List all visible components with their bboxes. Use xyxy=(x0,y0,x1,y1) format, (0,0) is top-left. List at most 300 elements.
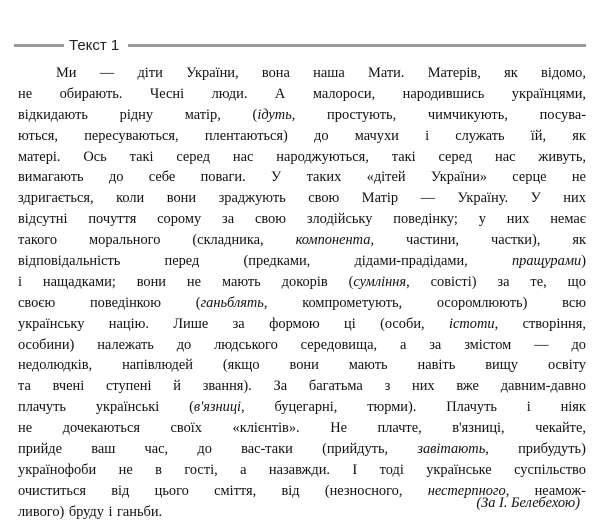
word-part: здригається, xyxy=(18,190,94,207)
word xyxy=(116,188,144,209)
word-part: як xyxy=(572,232,586,249)
word xyxy=(117,502,162,523)
word-part: нас xyxy=(495,148,516,165)
word xyxy=(185,105,221,126)
word xyxy=(18,397,66,418)
italic-term: ідуть xyxy=(257,106,292,123)
word xyxy=(243,251,310,272)
text-line xyxy=(18,460,586,481)
word xyxy=(458,188,509,209)
text-line xyxy=(18,293,586,314)
word-part: наша xyxy=(313,65,345,81)
word-part: створіння, xyxy=(522,315,586,332)
word xyxy=(89,230,160,251)
word-part: ) xyxy=(581,253,586,270)
word xyxy=(97,335,154,356)
word xyxy=(177,335,192,356)
word-part: що xyxy=(567,273,586,290)
word-part: особини) xyxy=(18,336,75,353)
word xyxy=(91,439,115,460)
word-part: ці xyxy=(344,315,356,332)
word-part: (незносного, xyxy=(324,482,403,499)
word xyxy=(88,209,136,230)
word xyxy=(108,502,112,523)
word-part: «дітей xyxy=(366,169,406,186)
word-part: поваги. xyxy=(200,169,246,186)
word-part: осоромлюють) xyxy=(436,294,528,311)
word-part: , xyxy=(241,399,245,416)
word-part: морального xyxy=(89,232,161,249)
word-part: такого xyxy=(18,232,58,249)
italic-term: в'язниці xyxy=(193,399,242,416)
word xyxy=(313,84,375,105)
word-part: народившись xyxy=(402,85,485,102)
word xyxy=(431,272,477,293)
word xyxy=(262,63,290,84)
word-part: ганьби. xyxy=(116,503,163,520)
italic-term: завітають xyxy=(417,441,486,458)
word-part: Чесні xyxy=(149,85,185,102)
text-line xyxy=(18,335,586,356)
word-part: українцями, xyxy=(511,85,586,102)
word xyxy=(392,147,416,168)
word-part: українську xyxy=(18,315,85,332)
word xyxy=(330,418,347,439)
word-part: компрометують, xyxy=(302,294,403,311)
word-part: вони xyxy=(289,357,319,374)
word xyxy=(527,397,531,418)
word xyxy=(349,272,410,293)
word-part: (прийдуть, xyxy=(322,441,389,458)
word-part: в xyxy=(155,461,162,478)
word-part: совісті) xyxy=(430,273,477,290)
word-part: — xyxy=(99,65,115,81)
word xyxy=(53,376,85,397)
word xyxy=(189,397,245,418)
word-part: чекайте, xyxy=(535,420,586,437)
word-part: звання). xyxy=(202,378,252,395)
word xyxy=(514,460,586,481)
word-part: дочекаються xyxy=(62,420,140,437)
word xyxy=(56,63,77,84)
word-part: діти xyxy=(137,65,163,81)
text-line xyxy=(18,188,586,209)
word xyxy=(100,63,114,84)
word-part: свою xyxy=(254,211,286,228)
word-part: мачухи xyxy=(354,127,399,144)
word xyxy=(412,376,435,397)
word xyxy=(535,418,586,439)
word xyxy=(540,105,586,126)
word-part: , xyxy=(505,482,510,499)
word xyxy=(269,314,320,335)
word-part: їй, xyxy=(530,127,547,144)
word-part: частки), xyxy=(491,232,541,249)
word xyxy=(241,439,293,460)
word-part: живуть, xyxy=(538,148,586,165)
word-part: неамож- xyxy=(534,482,586,499)
text-line xyxy=(18,272,586,293)
word-part: а xyxy=(240,461,247,478)
word xyxy=(307,167,342,188)
word xyxy=(222,209,234,230)
word-part: очиститься xyxy=(18,482,86,499)
word-part: як xyxy=(572,127,586,144)
word xyxy=(385,376,391,397)
word xyxy=(130,147,154,168)
word-part: тоді xyxy=(379,461,404,478)
word-part: бруду xyxy=(68,503,104,520)
word xyxy=(464,335,511,356)
word xyxy=(550,209,586,230)
word xyxy=(518,439,586,460)
word-part: всю xyxy=(562,294,586,311)
word xyxy=(393,209,458,230)
word xyxy=(572,230,586,251)
word xyxy=(18,84,32,105)
word xyxy=(512,84,586,105)
word-part: коли xyxy=(116,190,145,207)
text-line xyxy=(18,209,586,230)
word-part: зраджують xyxy=(218,190,286,207)
word-part: ступені xyxy=(105,378,152,395)
word-part: Лише xyxy=(173,315,209,332)
word-part: плачуть xyxy=(18,399,66,416)
word xyxy=(281,481,299,502)
word-part: Мати. xyxy=(368,65,405,81)
word-part: — xyxy=(420,190,435,207)
word xyxy=(18,314,84,335)
source-attribution: (За І. Белебехою) xyxy=(476,495,580,511)
word-part: серед xyxy=(438,148,473,165)
word-part: і xyxy=(425,127,430,144)
word-part: народжуються, xyxy=(276,148,369,165)
word-part: Матір xyxy=(361,190,399,207)
word-part: до xyxy=(108,169,124,186)
word-part: ються, xyxy=(18,127,59,144)
header-rule-right xyxy=(128,44,586,47)
word-part: (якщо xyxy=(222,357,260,374)
word xyxy=(425,126,429,147)
text-line xyxy=(18,397,586,418)
word xyxy=(530,272,546,293)
word xyxy=(18,355,92,376)
word-part: гості, xyxy=(184,461,218,478)
word-part: до xyxy=(176,336,192,353)
word xyxy=(275,84,285,105)
word-part: себе xyxy=(148,169,176,186)
word xyxy=(572,167,586,188)
word xyxy=(18,481,86,502)
word-part: відповідальність xyxy=(18,253,121,270)
word xyxy=(18,293,55,314)
word-part: почуття xyxy=(88,211,137,228)
word-part: назавжди. xyxy=(268,461,331,478)
word xyxy=(122,355,193,376)
word-part: не xyxy=(18,420,33,437)
word xyxy=(308,188,339,209)
word-part: плачте, xyxy=(377,420,422,437)
word xyxy=(18,209,68,230)
word-part: не xyxy=(571,169,586,186)
word xyxy=(223,355,260,376)
word xyxy=(322,439,388,460)
text-body xyxy=(18,63,586,523)
word xyxy=(18,126,58,147)
word-part: нащадками; xyxy=(42,273,116,290)
word xyxy=(240,460,246,481)
word-part: українське xyxy=(426,461,492,478)
word xyxy=(214,335,278,356)
word xyxy=(233,418,300,439)
word xyxy=(572,126,586,147)
word-part: прибудуть) xyxy=(518,441,586,458)
word xyxy=(301,335,377,356)
word xyxy=(155,460,162,481)
word-part: «клієнтів». xyxy=(232,420,300,437)
word xyxy=(327,105,396,126)
word-part: не xyxy=(118,461,133,478)
word-part: вас-таки xyxy=(241,441,293,458)
word xyxy=(43,272,116,293)
word xyxy=(69,502,104,523)
word xyxy=(18,147,61,168)
word xyxy=(18,251,120,272)
word xyxy=(302,293,402,314)
word-part: недолюдків, xyxy=(18,357,93,374)
word xyxy=(173,314,208,335)
word-part: напівлюдей xyxy=(122,357,193,374)
word-part: (складника, xyxy=(192,232,264,249)
word-part: Ми xyxy=(56,65,77,81)
italic-term: нестерпного xyxy=(427,482,506,499)
word-part: , xyxy=(494,315,499,332)
word-part: від xyxy=(111,482,130,499)
word xyxy=(495,147,515,168)
word xyxy=(18,105,88,126)
word-part: змістом xyxy=(464,336,512,353)
text-line xyxy=(18,167,586,188)
word xyxy=(167,188,196,209)
word-part: А xyxy=(274,85,286,102)
word-part: України, xyxy=(186,65,239,81)
text-line xyxy=(18,376,586,397)
word-part: Не xyxy=(330,420,347,437)
word xyxy=(428,105,508,126)
word xyxy=(429,335,441,356)
word-part: служать xyxy=(455,127,505,144)
word xyxy=(344,314,356,335)
section-header xyxy=(0,33,600,59)
word-part: Плачуть xyxy=(446,399,497,416)
word xyxy=(84,126,178,147)
word xyxy=(452,418,504,439)
word-part: ( xyxy=(348,273,354,290)
text-line xyxy=(18,105,586,126)
word xyxy=(426,460,491,481)
word xyxy=(119,460,133,481)
word xyxy=(431,167,487,188)
word-part: — xyxy=(534,336,549,353)
word-part: докорів xyxy=(281,273,328,290)
word xyxy=(290,355,319,376)
word xyxy=(90,293,161,314)
word-part: такі xyxy=(391,148,416,165)
word xyxy=(352,460,357,481)
word xyxy=(437,293,528,314)
word xyxy=(219,188,286,209)
word-part: своїх xyxy=(170,420,202,437)
word-part: таких xyxy=(306,169,342,186)
word xyxy=(149,167,175,188)
word-part: частини, xyxy=(406,232,460,249)
word-part: серед xyxy=(176,148,211,165)
text-line xyxy=(18,439,586,460)
word xyxy=(137,272,166,293)
word-part: навіть xyxy=(417,357,456,374)
word xyxy=(307,209,373,230)
word-part: У xyxy=(271,169,282,186)
word xyxy=(274,376,288,397)
word xyxy=(109,314,149,335)
word xyxy=(314,126,329,147)
word xyxy=(446,397,497,418)
word xyxy=(562,293,586,314)
text-line xyxy=(18,147,586,168)
word xyxy=(367,397,416,418)
word xyxy=(186,63,239,84)
word xyxy=(512,167,546,188)
word-part: час, xyxy=(144,441,169,458)
word xyxy=(456,376,479,397)
word xyxy=(406,230,459,251)
word xyxy=(349,355,388,376)
word-part: За xyxy=(273,378,288,395)
italic-term: пращурами xyxy=(511,253,582,270)
word xyxy=(173,376,181,397)
word-part: люди. xyxy=(211,85,248,102)
word-part: своєю xyxy=(18,294,56,311)
word xyxy=(455,126,504,147)
word xyxy=(233,314,245,335)
word xyxy=(276,147,369,168)
word-part: націю. xyxy=(108,315,149,332)
word-part: серце xyxy=(512,169,547,186)
word-part: до xyxy=(197,441,212,458)
word xyxy=(171,418,202,439)
word-part: за xyxy=(232,315,245,332)
word xyxy=(18,335,74,356)
word xyxy=(18,418,32,439)
word xyxy=(212,84,248,105)
word-part: них xyxy=(506,211,530,228)
word-part: Україну. xyxy=(457,190,509,207)
word-part: матір, xyxy=(184,106,221,123)
word xyxy=(531,188,541,209)
word-part: за xyxy=(429,336,442,353)
section-title: Текст 1 xyxy=(69,37,120,54)
word-part: сміття, xyxy=(214,482,257,499)
word xyxy=(18,460,96,481)
word xyxy=(421,188,435,209)
word xyxy=(563,188,586,209)
italic-term: істоти xyxy=(449,315,495,332)
word-part: відсутні xyxy=(18,211,68,228)
word xyxy=(534,335,548,356)
word-part: і xyxy=(108,503,113,520)
word xyxy=(150,84,184,105)
word-part: ливого) xyxy=(18,503,65,520)
word xyxy=(354,251,467,272)
text-line xyxy=(18,126,586,147)
word xyxy=(400,335,406,356)
word-part: і xyxy=(526,399,531,416)
word xyxy=(523,314,586,335)
word xyxy=(491,230,540,251)
word xyxy=(380,460,404,481)
word-part: вона xyxy=(261,65,290,81)
word-part: рідну xyxy=(119,106,154,123)
word xyxy=(538,147,586,168)
word-part: вищу xyxy=(485,357,518,374)
word-part: українофоби xyxy=(18,461,97,478)
word xyxy=(497,272,509,293)
word-part: свою xyxy=(308,190,340,207)
word-part: і xyxy=(18,273,22,290)
text-line xyxy=(18,251,586,272)
word xyxy=(83,147,106,168)
word xyxy=(378,418,422,439)
word-part: мають xyxy=(348,357,388,374)
word xyxy=(205,126,288,147)
word-part: ( xyxy=(195,294,201,311)
word-part: суспільство xyxy=(514,461,586,478)
word-part: , xyxy=(263,294,268,311)
word xyxy=(417,439,489,460)
word xyxy=(275,397,338,418)
word xyxy=(313,63,345,84)
word xyxy=(196,293,268,314)
word-part: багатьма xyxy=(308,378,363,395)
word xyxy=(203,376,252,397)
word-part: ( xyxy=(252,106,258,123)
word-part: належать xyxy=(97,336,154,353)
word xyxy=(157,209,201,230)
word xyxy=(501,376,586,397)
word-part: поведінку; xyxy=(393,211,458,228)
word xyxy=(296,230,374,251)
word xyxy=(512,251,586,272)
word-part: них xyxy=(563,190,586,207)
text-line xyxy=(18,314,586,335)
text-line xyxy=(18,418,586,439)
word xyxy=(479,209,486,230)
word xyxy=(155,481,189,502)
word-part: , xyxy=(485,441,489,458)
word-part: буцегарні, xyxy=(274,399,338,416)
word xyxy=(137,63,162,84)
word xyxy=(106,376,151,397)
word-part: чимчикують, xyxy=(427,106,508,123)
word xyxy=(109,167,124,188)
word-part: до xyxy=(571,336,586,353)
word xyxy=(214,481,256,502)
word xyxy=(192,230,263,251)
word-part: плентаються) xyxy=(204,127,288,144)
word xyxy=(233,147,253,168)
word-part: них xyxy=(412,378,435,395)
word xyxy=(428,63,481,84)
